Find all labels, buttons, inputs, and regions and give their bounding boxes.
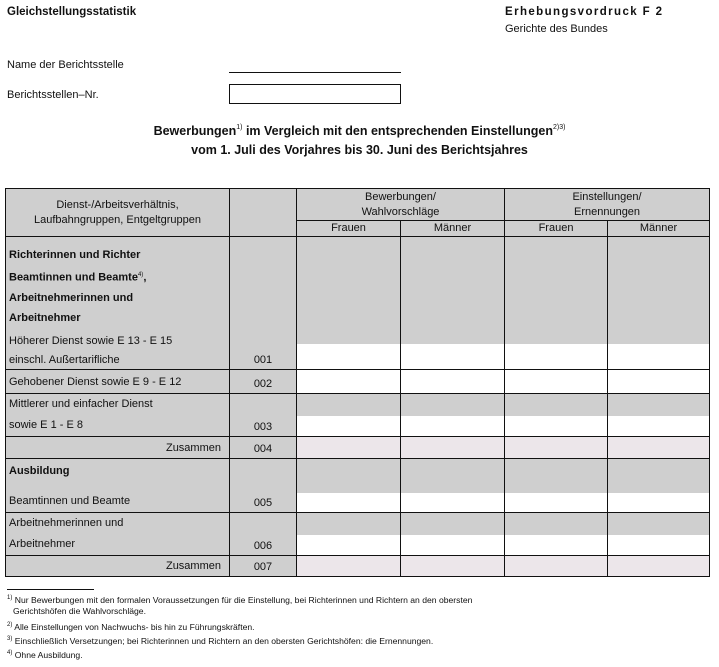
table-row-001-label	[6, 237, 230, 370]
table-row-002-label: Gehobener Dienst sowie E 9 - E 12	[6, 369, 230, 393]
table-row-007-number: 007	[230, 555, 297, 576]
cell-007-ein-frauen[interactable]	[505, 555, 608, 576]
header-einstellungen	[505, 189, 710, 221]
cell-001-ein-frauen[interactable]	[505, 237, 608, 370]
table-row-005-label	[6, 458, 230, 512]
section-heading-richter: Richterinnen und Richter	[9, 249, 141, 261]
cell-002-bew-maenner[interactable]	[401, 369, 505, 393]
cell-005-bew-frauen[interactable]	[297, 458, 401, 512]
table-title	[0, 124, 719, 138]
cell-001-bew-frauen[interactable]	[297, 237, 401, 370]
name-label: Name der Berichtsstelle	[7, 59, 124, 71]
table-period: vom 1. Juli des Vorjahres bis 30. Juni des Berichtsjahres	[191, 143, 528, 157]
cell-004-ein-maenner[interactable]	[608, 436, 710, 458]
table-row-004-number: 004	[230, 436, 297, 458]
footnote-1-text-b: Gerichtshöfen die Wahlvorschläge.	[13, 605, 146, 616]
footnote-4-text: Ohne Ausbildung.	[12, 649, 83, 660]
row-001-label-line2: einschl. Außertarifliche	[9, 353, 120, 366]
header-category-line1: Dienst-/Arbeitsverhältnis,	[56, 198, 179, 211]
cell-007-ein-maenner[interactable]	[608, 555, 710, 576]
footnote-3	[7, 634, 707, 647]
title-footnote-ref-2: 2)3)	[552, 123, 566, 131]
header-bewerbungen-line2: Wahlvorschläge	[361, 205, 440, 218]
row-006-label-line2: Arbeitnehmer	[9, 537, 76, 550]
section-heading-arbeitnehmer: Arbeitnehmer	[9, 311, 81, 324]
table-row-006-label	[6, 512, 230, 555]
cell-005-ein-frauen[interactable]	[505, 458, 608, 512]
header-bewerbungen-line1: Bewerbungen/	[365, 190, 436, 203]
cell-001-ein-maenner[interactable]	[608, 237, 710, 370]
number-label: Berichtsstellen–Nr.	[7, 89, 99, 101]
table-row-004-label: Zusammen	[6, 436, 230, 458]
title-footnote-ref-1: 1)	[236, 123, 243, 131]
header-frauen-2: Frauen	[505, 221, 608, 237]
cell-005-bew-maenner[interactable]	[401, 458, 505, 512]
table-row-003-number: 003	[230, 393, 297, 436]
form-code: Erhebungsvordruck F 2	[505, 6, 664, 18]
footnote-3-marker: 3)	[7, 636, 13, 642]
cell-006-ein-maenner[interactable]	[608, 512, 710, 555]
header-category	[6, 189, 230, 237]
header-einstellungen-line1: Einstellungen/	[572, 190, 642, 203]
header-frauen-1: Frauen	[297, 221, 401, 237]
cell-003-bew-maenner[interactable]	[401, 393, 505, 436]
cell-003-bew-frauen[interactable]	[297, 393, 401, 436]
cell-004-bew-maenner[interactable]	[401, 436, 505, 458]
footnote-1	[7, 593, 707, 617]
footnote-1-marker: 1)	[7, 595, 13, 601]
row-003-label-line1: Mittlerer und einfacher Dienst	[9, 397, 153, 410]
cell-007-bew-frauen[interactable]	[297, 555, 401, 576]
table-row-003-label	[6, 393, 230, 436]
cell-002-bew-frauen[interactable]	[297, 369, 401, 393]
table-row-002-number: 002	[230, 369, 297, 393]
section-heading-ausbildung: Ausbildung	[9, 464, 70, 477]
footnote-rule	[7, 589, 94, 590]
footnote-3-text: Einschließlich Versetzungen; bei Richterinnen und Richtern an den obersten Gerichtshöfen: die Ernennungen.	[12, 635, 434, 646]
cell-002-ein-frauen[interactable]	[505, 369, 608, 393]
header-number	[230, 189, 297, 237]
footnote-1-text-a: Nur Bewerbungen mit den formalen Voraussetzungen für die Einstellung, bei Richterinnen und Richtern an den obersten	[12, 594, 473, 605]
header-category-line2: Laufbahngruppen, Entgeltgruppen	[34, 213, 201, 226]
number-field[interactable]	[229, 84, 401, 104]
header-maenner-1: Männer	[401, 221, 505, 237]
form-title: Gleichstellungsstatistik	[7, 6, 137, 18]
footnote-4	[7, 648, 707, 661]
row-001-label-line1: Höherer Dienst sowie E 13 - E 15	[9, 334, 173, 347]
cell-005-ein-maenner[interactable]	[608, 458, 710, 512]
cell-003-ein-maenner[interactable]	[608, 393, 710, 436]
title-part-a: Bewerbungen	[153, 124, 237, 138]
section-heading-arbeitnehmerinnen: Arbeitnehmerinnen und	[9, 291, 134, 304]
cell-006-bew-frauen[interactable]	[297, 512, 401, 555]
row-005-label-line1: Beamtinnen und Beamte	[9, 494, 131, 507]
cell-006-bew-maenner[interactable]	[401, 512, 505, 555]
section-heading-beamte-text: Beamtinnen und Beamte	[9, 271, 138, 284]
cell-003-ein-frauen[interactable]	[505, 393, 608, 436]
cell-004-ein-frauen[interactable]	[505, 436, 608, 458]
table-row-001-number: 001	[230, 237, 297, 370]
table-row-005-number: 005	[230, 458, 297, 512]
header-einstellungen-line2: Ernennungen	[573, 205, 641, 218]
header-maenner-2: Männer	[608, 221, 710, 237]
cell-002-ein-maenner[interactable]	[608, 369, 710, 393]
section-footnote-ref: 4)	[137, 272, 144, 278]
cell-007-bew-maenner[interactable]	[401, 555, 505, 576]
name-field[interactable]	[229, 71, 401, 73]
footnote-4-marker: 4)	[7, 650, 13, 656]
title-part-b: im Vergleich mit den entsprechenden Einstellungen	[242, 124, 553, 138]
row-003-label-line2: sowie E 1 - E 8	[9, 418, 83, 431]
cell-006-ein-frauen[interactable]	[505, 512, 608, 555]
section-heading-beamte-comma: ,	[143, 271, 147, 284]
section-heading-beamte	[9, 265, 229, 288]
footnote-2-text: Alle Einstellungen von Nachwuchs- bis hin zu Führungskräften.	[12, 621, 255, 632]
table-row-007-label: Zusammen	[6, 555, 230, 576]
form-subtitle: Gerichte des Bundes	[505, 23, 608, 35]
footnote-2	[7, 620, 707, 633]
header-bewerbungen	[297, 189, 505, 221]
statistics-table	[5, 188, 710, 577]
table-row-006-number: 006	[230, 512, 297, 555]
cell-001-bew-maenner[interactable]	[401, 237, 505, 370]
cell-004-bew-frauen[interactable]	[297, 436, 401, 458]
row-006-label-line1: Arbeitnehmerinnen und	[9, 516, 124, 529]
footnote-2-marker: 2)	[7, 622, 13, 628]
